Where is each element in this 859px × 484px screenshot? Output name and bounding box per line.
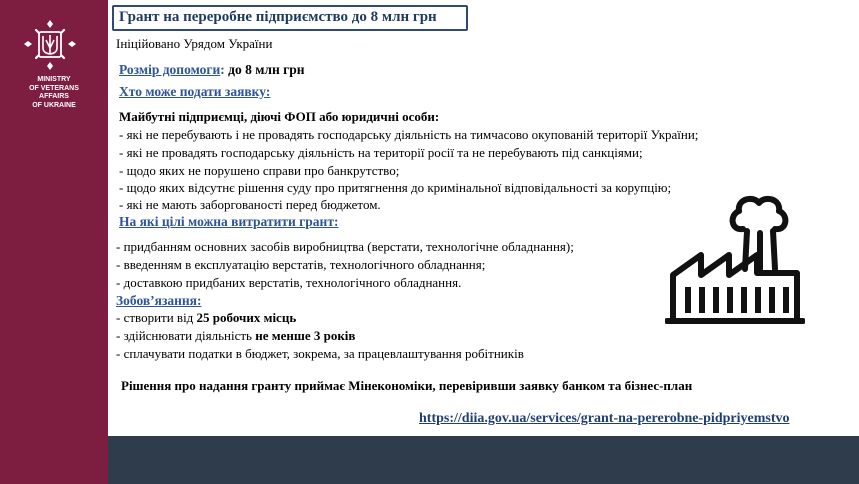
- who-item: - щодо яких не порушено справи про банкрутство;: [119, 163, 400, 178]
- who-item: - щодо яких відсутнє рішення суду про притягнення до кримінальної відповідальності за корупцію;: [119, 180, 672, 195]
- trident-emblem-icon: [22, 18, 78, 72]
- who-heading: Хто може подати заявку:: [119, 84, 271, 99]
- footer-bar: [108, 436, 859, 484]
- amount-sep: :: [220, 62, 225, 77]
- who-intro: Майбутні підприємці, діючі ФОП або юридичні особи:: [119, 109, 440, 124]
- sidebar: [0, 0, 108, 484]
- ministry-name: MINISTRY OF VETERANS AFFAIRS OF UKRAINE: [29, 76, 79, 109]
- obligations-heading: Зобов’язання:: [116, 293, 202, 308]
- obligation-item: - здійснювати діяльність не менше 3 років: [116, 328, 356, 343]
- amount-line: [119, 62, 305, 78]
- diia-link[interactable]: https://diia.gov.ua/services/grant-na-pererobne-pidpriyemstvo: [419, 411, 790, 426]
- spend-item: - введенням в експлуатацію верстатів, технологічного обладнання;: [116, 257, 486, 272]
- who-item: - які не мають заборгованості перед бюджетом.: [119, 197, 381, 212]
- amount-value: до 8 млн грн: [224, 62, 305, 77]
- factory-icon: [665, 193, 805, 326]
- amount-label: Розмір допомоги: [119, 62, 221, 77]
- obligation-item: - сплачувати податки в бюджет, зокрема, за працевлаштування робітників: [116, 346, 524, 361]
- spend-heading: На які цілі можна витратити грант:: [119, 214, 339, 229]
- who-item: - які не провадять господарську діяльність на території росії та не перебувають під санкціями;: [119, 145, 643, 160]
- initiated-text: Ініційовано Урядом України: [116, 36, 273, 51]
- spend-item: - придбанням основних засобів виробництва (верстати, технологічне обладнання);: [116, 239, 574, 254]
- who-item: - які не перебувають і не провадять господарську діяльність на тимчасово окупованій території України;: [119, 127, 699, 142]
- decision-text: Рішення про надання гранту приймає Мінекономіки, перевіривши заявку банком та бізнес-план: [121, 378, 693, 393]
- page-title: Грант на переробне підприємство до 8 млн грн: [119, 9, 437, 25]
- obligation-item: - створити від 25 робочих місць: [116, 310, 297, 325]
- spend-item: - доставкою придбаних верстатів, технологічного обладнання.: [116, 275, 462, 290]
